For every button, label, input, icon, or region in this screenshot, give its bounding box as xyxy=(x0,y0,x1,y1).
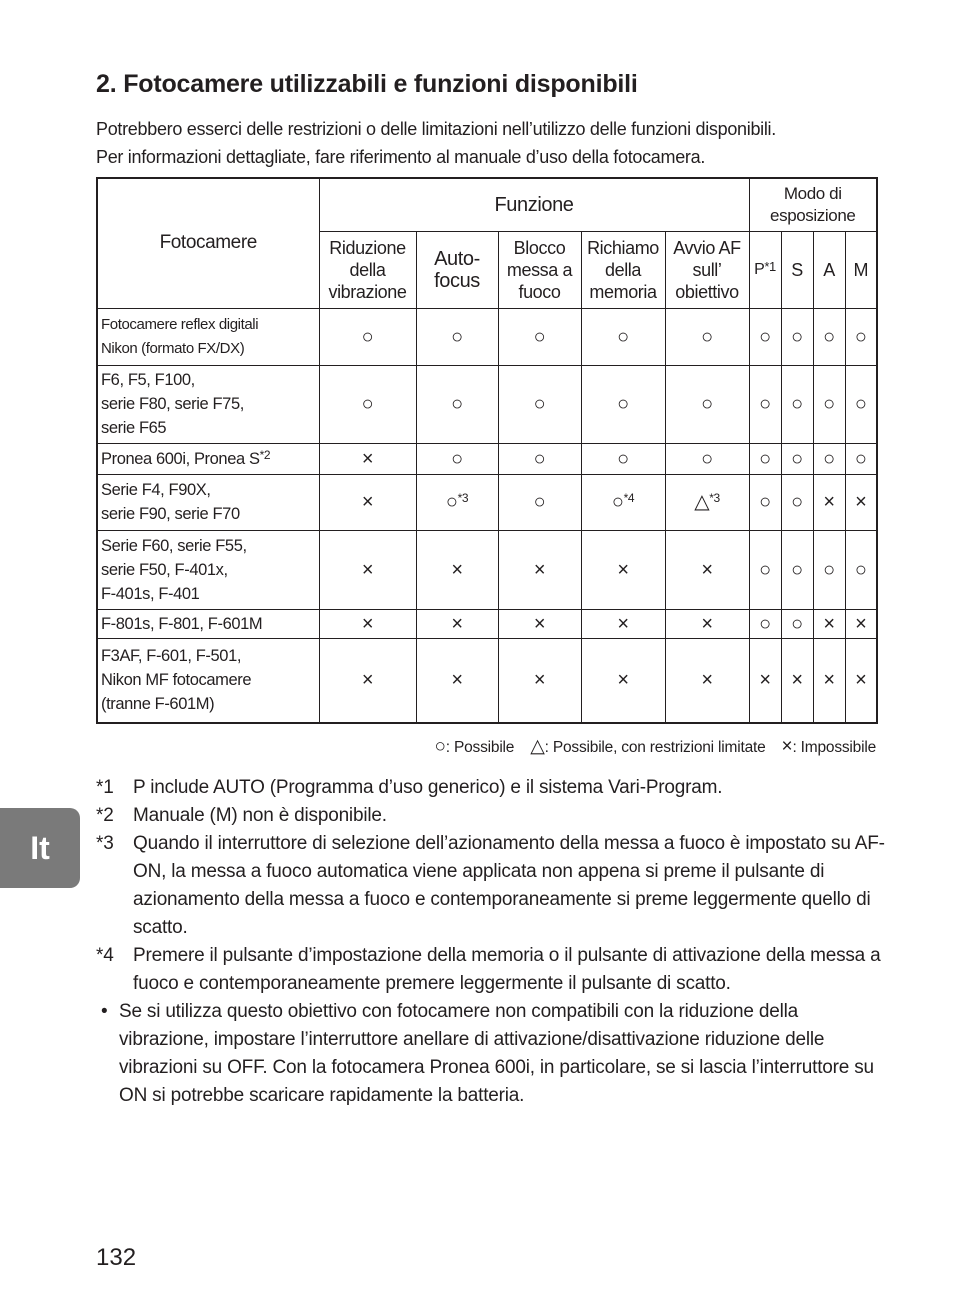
circle-icon: ○ xyxy=(759,612,771,635)
camera-label-line: Serie F4, F90X, xyxy=(101,481,211,499)
camera-label-line: F3AF, F-601, F-501, xyxy=(101,647,242,666)
table-cell xyxy=(749,308,781,365)
footnote-text: Premere il pulsante d’impostazione della memoria o il pulsante di attivazione della messa a fuoco e contemporaneamente premere leggermente il pulsante di scatto. xyxy=(133,945,881,994)
camera-label-line: F-401s, F-401 xyxy=(101,584,200,603)
circle-icon: ○ xyxy=(823,325,835,348)
triangle-icon: △ xyxy=(694,491,710,513)
table-cell xyxy=(416,474,498,530)
table-cell xyxy=(845,638,877,723)
cross-icon: × xyxy=(701,558,713,581)
function-column-header: Blocco messa a fuoco xyxy=(498,231,581,308)
camera-label-line: Pronea 600i, Pronea S xyxy=(101,449,260,468)
intro-line: Potrebbero esserci delle restrizioni o delle limitazioni nell’utilizzo delle funzioni disponibili. xyxy=(96,119,776,139)
table-row xyxy=(97,308,877,365)
intro-text xyxy=(96,115,896,171)
cross-icon: × xyxy=(617,558,629,581)
cross-icon: × xyxy=(617,612,629,635)
table-cell xyxy=(498,308,581,365)
cross-icon: × xyxy=(759,669,771,692)
table-cell xyxy=(581,530,665,609)
camera-label-line: serie F65 xyxy=(101,419,167,437)
cross-icon: × xyxy=(781,736,793,757)
circle-icon: ○ xyxy=(451,325,463,348)
circle-icon: ○ xyxy=(701,325,713,348)
cross-icon: × xyxy=(701,612,713,635)
cross-icon: × xyxy=(823,669,835,692)
table-cell xyxy=(416,308,498,365)
table-cell xyxy=(665,638,749,723)
table-cell xyxy=(319,443,416,474)
table-cell xyxy=(781,638,813,723)
table-cell xyxy=(319,365,416,443)
mode-note: *1 xyxy=(764,258,776,274)
cross-icon: × xyxy=(361,669,374,692)
table-legend xyxy=(419,735,877,758)
circle-icon: ○ xyxy=(445,491,458,513)
cross-icon: × xyxy=(855,612,867,635)
table-cell xyxy=(498,474,581,530)
table-cell xyxy=(665,474,749,530)
table-cell xyxy=(813,308,845,365)
mode-label: M xyxy=(853,259,869,280)
camera-label-line: F-801s, F-801, F-601M xyxy=(101,614,263,633)
footnotes xyxy=(96,774,886,1110)
circle-icon: ○ xyxy=(361,325,374,348)
table-row xyxy=(97,474,877,530)
table-cell xyxy=(319,530,416,609)
footnote-text: Manuale (M) non è disponibile. xyxy=(133,805,387,826)
legend-item xyxy=(434,736,515,757)
circle-icon: ○ xyxy=(533,447,546,470)
table-cell xyxy=(665,308,749,365)
table-cell xyxy=(416,443,498,474)
cross-icon: × xyxy=(855,491,867,513)
cross-icon: × xyxy=(533,669,546,692)
cross-icon: × xyxy=(533,612,546,635)
table-cell xyxy=(781,530,813,609)
table-row xyxy=(97,609,877,638)
footnote-mark: *1 xyxy=(96,777,114,798)
table-row xyxy=(97,530,877,609)
bullet-note xyxy=(96,998,886,1110)
footnote xyxy=(96,774,886,802)
cell-note: *3 xyxy=(457,491,469,505)
table-cell xyxy=(749,443,781,474)
table-cell xyxy=(319,638,416,723)
camera-label xyxy=(97,609,319,638)
circle-icon: ○ xyxy=(759,325,771,348)
table-cell xyxy=(665,530,749,609)
circle-icon: ○ xyxy=(617,325,629,348)
circle-icon: ○ xyxy=(823,393,835,415)
table-cell xyxy=(581,443,665,474)
circle-icon: ○ xyxy=(791,447,803,470)
camera-label xyxy=(97,443,319,474)
table-cell xyxy=(665,443,749,474)
circle-icon: ○ xyxy=(611,491,624,513)
camera-label xyxy=(97,308,319,365)
footnote xyxy=(96,942,886,998)
table-cell xyxy=(749,365,781,443)
circle-icon: ○ xyxy=(759,558,771,581)
cell-note: *3 xyxy=(709,491,720,505)
table-cell xyxy=(845,308,877,365)
table-cell xyxy=(813,443,845,474)
cross-icon: × xyxy=(361,612,374,635)
table-cell xyxy=(845,365,877,443)
compatibility-table xyxy=(96,177,878,724)
camera-label xyxy=(97,638,319,723)
camera-label-line: Nikon (formato FX/DX) xyxy=(101,339,245,357)
table-cell xyxy=(813,609,845,638)
mode-column-header xyxy=(813,231,845,308)
camera-label xyxy=(97,474,319,530)
table-cell xyxy=(319,474,416,530)
table-cell xyxy=(781,474,813,530)
cross-icon: × xyxy=(361,447,374,470)
mode-column-header xyxy=(845,231,877,308)
table-cell xyxy=(813,638,845,723)
table-cell xyxy=(813,530,845,609)
intro-line: Per informazioni dettagliate, fare riferimento al manuale d’uso della fotocamera. xyxy=(96,147,706,167)
camera-note: *2 xyxy=(259,447,271,462)
circle-icon: ○ xyxy=(759,447,771,470)
camera-label-line: serie F50, F-401x, xyxy=(101,560,228,579)
table-cell xyxy=(416,530,498,609)
function-column-header: Richiamo della memoria xyxy=(581,231,665,308)
table-row xyxy=(97,443,877,474)
circle-icon: ○ xyxy=(823,558,835,581)
circle-icon: ○ xyxy=(854,447,867,470)
circle-icon: ○ xyxy=(434,736,446,757)
cross-icon: × xyxy=(451,612,463,635)
cross-icon: × xyxy=(451,558,463,581)
footnote-mark: *4 xyxy=(96,945,114,966)
circle-icon: ○ xyxy=(791,491,803,513)
table-cell xyxy=(781,365,813,443)
circle-icon: ○ xyxy=(451,393,463,415)
footnote-text: Quando il interruttore di selezione dell’azionamento della messa a fuoco è impostato su AF-ON, la messa a fuoco automatica viene applicata non appena si preme il pulsante di azionamento della messa a fuoco e contemporaneamente si preme leggermente quello di scatto. xyxy=(133,833,885,938)
page-number: 132 xyxy=(96,1244,137,1271)
cross-icon: × xyxy=(451,669,463,692)
table-cell xyxy=(581,638,665,723)
circle-icon: ○ xyxy=(617,447,629,470)
circle-icon: ○ xyxy=(791,393,803,415)
circle-icon: ○ xyxy=(701,393,713,415)
function-column-header: Riduzione della vibrazione xyxy=(319,231,416,308)
table-cell xyxy=(498,530,581,609)
table-cell xyxy=(416,638,498,723)
header-exposure-mode: Modo di esposizione xyxy=(749,178,877,231)
table-cell xyxy=(749,530,781,609)
camera-label xyxy=(97,530,319,609)
footnote-text: P include AUTO (Programma d’uso generico) e il sistema Vari-Program. xyxy=(133,777,723,798)
camera-label-line: (tranne F-601M) xyxy=(101,695,215,714)
footnote xyxy=(96,802,886,830)
camera-label-line: serie F90, serie F70 xyxy=(101,505,240,523)
table-cell xyxy=(781,609,813,638)
cross-icon: × xyxy=(701,669,713,692)
table-row xyxy=(97,638,877,723)
circle-icon: ○ xyxy=(791,558,803,581)
table-cell xyxy=(813,474,845,530)
table-cell xyxy=(581,365,665,443)
legend-item xyxy=(530,736,766,757)
table-cell xyxy=(498,443,581,474)
table-cell xyxy=(845,474,877,530)
camera-label-line: Fotocamere reflex digitali xyxy=(101,315,259,333)
bullet-text: Se si utilizza questo obiettivo con fotocamere non compatibili con la riduzione della vibrazione, impostare l’interruttore anellare di attivazione/disattivazione riduzione delle vibrazioni su OFF. Con la fotocamera Pronea 600i, in particolare, se si lascia l’interruttore su ON si potrebbe scaricare rapidamente la batteria. xyxy=(119,1001,874,1106)
table-cell xyxy=(581,308,665,365)
table-cell xyxy=(781,308,813,365)
cross-icon: × xyxy=(855,669,867,692)
table-cell xyxy=(665,609,749,638)
legend-text: : Possibile xyxy=(445,739,515,756)
footnote-mark: *3 xyxy=(96,833,114,854)
circle-icon: ○ xyxy=(451,447,463,470)
circle-icon: ○ xyxy=(361,393,374,415)
table-cell xyxy=(416,365,498,443)
cross-icon: × xyxy=(791,669,803,692)
function-column-header: Auto-focus xyxy=(416,231,498,308)
mode-label: P xyxy=(754,260,765,278)
camera-label-line: F6, F5, F100, xyxy=(101,371,195,389)
table-cell xyxy=(845,609,877,638)
circle-icon: ○ xyxy=(854,325,867,348)
table-cell xyxy=(498,365,581,443)
table-row xyxy=(97,365,877,443)
cross-icon: × xyxy=(823,491,835,513)
table-cell xyxy=(498,638,581,723)
cell-note: *4 xyxy=(623,491,635,505)
section-title: 2. Fotocamere utilizzabili e funzioni disponibili xyxy=(96,70,638,98)
circle-icon: ○ xyxy=(791,325,803,348)
circle-icon: ○ xyxy=(533,325,546,348)
circle-icon: ○ xyxy=(617,393,629,415)
legend-item xyxy=(781,736,876,757)
mode-column-header xyxy=(781,231,813,308)
circle-icon: ○ xyxy=(759,491,771,513)
table-cell xyxy=(416,609,498,638)
camera-label xyxy=(97,365,319,443)
table-cell xyxy=(319,609,416,638)
cross-icon: × xyxy=(617,669,629,692)
circle-icon: ○ xyxy=(854,393,867,415)
table-cell xyxy=(749,638,781,723)
camera-label-line: serie F80, serie F75, xyxy=(101,395,244,413)
camera-label-line xyxy=(101,447,319,471)
circle-icon: ○ xyxy=(533,491,546,513)
header-function: Funzione xyxy=(319,178,749,231)
table-cell xyxy=(749,609,781,638)
table-cell xyxy=(813,365,845,443)
mode-column-header xyxy=(749,231,781,308)
cross-icon: × xyxy=(823,612,835,635)
table-cell xyxy=(845,443,877,474)
table-cell xyxy=(319,308,416,365)
circle-icon: ○ xyxy=(791,612,803,635)
table-cell xyxy=(581,609,665,638)
table-cell xyxy=(781,443,813,474)
header-cameras: Fotocamere xyxy=(97,178,319,308)
table-cell xyxy=(665,365,749,443)
table-cell xyxy=(749,474,781,530)
circle-icon: ○ xyxy=(854,558,867,581)
camera-label-line: Serie F60, serie F55, xyxy=(101,536,247,555)
circle-icon: ○ xyxy=(759,393,771,415)
triangle-icon: △ xyxy=(530,736,545,757)
footnote-mark: *2 xyxy=(96,805,114,826)
language-tab: It xyxy=(0,808,80,888)
mode-label: A xyxy=(823,259,835,280)
cross-icon: × xyxy=(533,558,546,581)
table-cell xyxy=(581,474,665,530)
circle-icon: ○ xyxy=(533,393,546,415)
legend-text: : Possibile, con restrizioni limitate xyxy=(544,739,766,756)
table-cell xyxy=(845,530,877,609)
mode-label: S xyxy=(791,259,803,280)
bullet-icon: • xyxy=(101,1001,108,1022)
circle-icon: ○ xyxy=(823,447,835,470)
function-column-header: Avvio AF sull’ obiettivo xyxy=(665,231,749,308)
table-cell xyxy=(498,609,581,638)
camera-label-line: Nikon MF fotocamere xyxy=(101,671,252,690)
legend-text: : Impossibile xyxy=(792,739,876,756)
cross-icon: × xyxy=(361,558,374,581)
footnote xyxy=(96,830,886,942)
circle-icon: ○ xyxy=(701,447,713,470)
cross-icon: × xyxy=(361,491,374,513)
